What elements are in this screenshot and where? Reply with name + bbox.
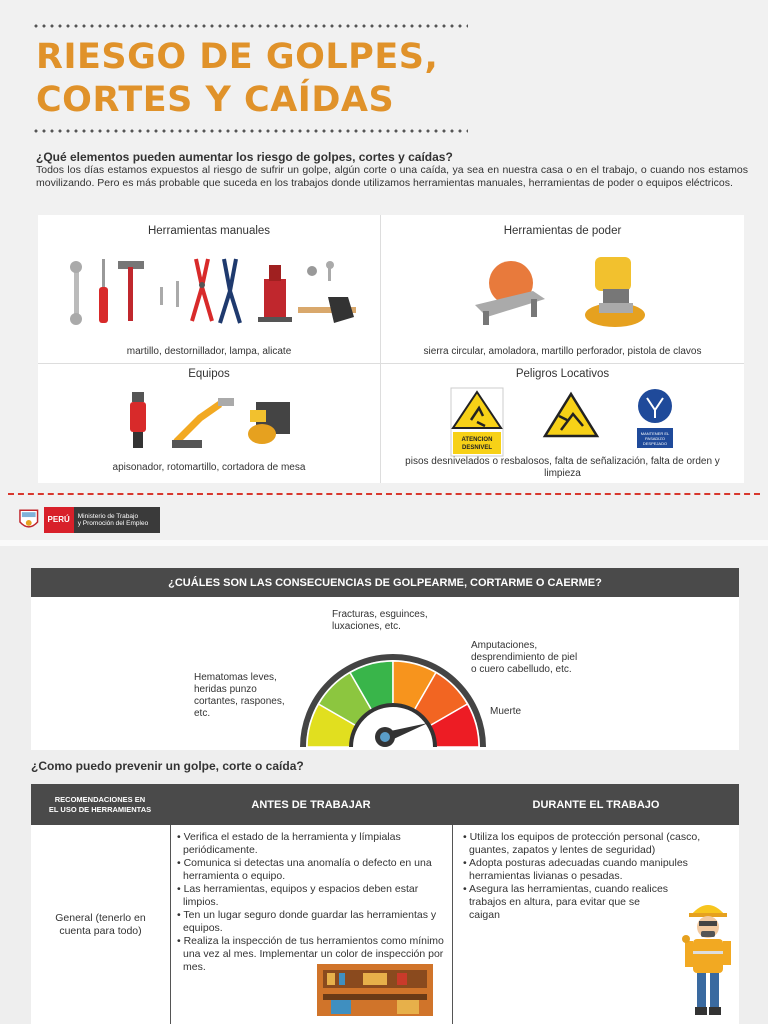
label-line: Fracturas, esguinces, bbox=[332, 609, 428, 620]
header-before-work: ANTES DE TRABAJAR bbox=[251, 798, 371, 811]
sign-text-line1: MANTENER EL bbox=[640, 431, 670, 436]
hand-tools-illustration bbox=[66, 257, 356, 329]
list-item: • Adopta posturas adecuadas cuando manipules herramientas livianas o pesadas. bbox=[461, 857, 737, 883]
list-item: • Comunica si detectas una anomalía o defecto en una herramienta o equipo. bbox=[175, 857, 446, 883]
label-line: Hematomas leves, bbox=[194, 672, 277, 683]
before-work-list bbox=[175, 831, 446, 974]
cell-title: Equipos bbox=[188, 368, 230, 380]
ministry-logo bbox=[18, 507, 160, 533]
header-during-work: DURANTE EL TRABAJO bbox=[532, 798, 660, 811]
coat-of-arms-icon bbox=[18, 508, 40, 532]
label-line: cortantes, raspones, bbox=[194, 696, 285, 707]
prevent-question: ¿Como puedo prevenir un golpe, corte o caída? bbox=[31, 759, 304, 773]
table-header bbox=[31, 784, 739, 825]
cell-caption: sierra circular, amoladora, martillo perforador, pistola de clavos bbox=[423, 346, 702, 357]
dotted-divider-bottom bbox=[32, 128, 468, 134]
uneven-floor-sign-icon bbox=[451, 388, 503, 456]
red-dashed-divider bbox=[8, 493, 760, 495]
compactor-icon bbox=[130, 392, 146, 448]
jack-icon bbox=[258, 265, 292, 322]
page-title bbox=[36, 36, 438, 122]
wrench-icon bbox=[70, 261, 82, 325]
label-fractures bbox=[332, 609, 428, 633]
sign-text-line3: DESPEJADO bbox=[642, 441, 668, 446]
during-work-cell bbox=[453, 825, 739, 1024]
label-line: Amputaciones, bbox=[471, 640, 538, 651]
row-label-line: General (tenerlo en bbox=[55, 911, 146, 924]
label-line: o cuero cabelludo, etc. bbox=[471, 664, 572, 675]
label-minor-injuries bbox=[194, 672, 285, 720]
row-label-line: cuenta para todo) bbox=[59, 924, 142, 937]
ministry-label bbox=[74, 507, 160, 533]
sign-text-line2: PASADIZO bbox=[645, 436, 665, 441]
header-line: RECOMENDACIONES EN bbox=[54, 794, 146, 804]
section-question: ¿Qué elementos pueden aumentar los riesgo de golpes, cortes y caídas? bbox=[36, 150, 453, 164]
list-item: • Utiliza los equipos de protección personal (casco, guantes, zapatos y lentes de seguridad) bbox=[461, 831, 737, 857]
equipment-illustration bbox=[124, 390, 304, 452]
safety-worker-illustration bbox=[681, 895, 735, 1020]
dotted-divider-top bbox=[32, 23, 468, 29]
cell-title: Peligros Locativos bbox=[515, 368, 610, 380]
cell-caption: pisos desnivelados o resbalosos, falta de señalización, falta de orden y limpieza bbox=[405, 456, 720, 479]
table-saw-icon bbox=[248, 402, 290, 444]
sign-text-line1: ATENCION bbox=[461, 437, 493, 443]
workshop-illustration bbox=[317, 964, 433, 1016]
power-tools-illustration bbox=[473, 253, 653, 333]
cell-caption: martillo, destornillador, lampa, alicate bbox=[126, 346, 292, 357]
drill-press-icon bbox=[585, 257, 645, 327]
row-label bbox=[31, 825, 171, 1024]
circular-saw-icon bbox=[475, 261, 545, 325]
list-item: • Asegura las herramientas, cuando realices trabajos en altura, para evitar que se caigan bbox=[461, 883, 669, 922]
label-line: desprendimiento de piel bbox=[471, 652, 578, 663]
hazard-signs bbox=[449, 386, 689, 458]
recommendations-table bbox=[31, 784, 739, 1024]
keep-clear-sign-icon bbox=[637, 389, 673, 448]
cell-title: Herramientas de poder bbox=[503, 225, 622, 237]
rotary-hammer-icon bbox=[172, 398, 234, 448]
ministry-line-1: Ministerio de Trabajo bbox=[77, 513, 139, 520]
header-line: EL USO DE HERRAMIENTAS bbox=[48, 804, 152, 814]
mallet-icon bbox=[298, 297, 356, 323]
list-item: • Las herramientas, equipos y espacios deben estar limpios. bbox=[175, 883, 446, 909]
cell-title: Herramientas manuales bbox=[147, 225, 271, 237]
cell-equipment bbox=[38, 364, 380, 483]
cell-power-tools bbox=[381, 215, 744, 363]
list-item: • Ten un lugar seguro donde guardar las herramientas y equipos. bbox=[175, 909, 446, 935]
pliers-icon bbox=[192, 259, 212, 321]
list-item: • Verifica el estado de la herramienta y límpialas periódicamente. bbox=[175, 831, 446, 857]
long-nose-pliers-icon bbox=[220, 259, 240, 323]
nails-icon bbox=[160, 281, 179, 307]
hammer-icon bbox=[118, 261, 144, 321]
consequences-heading: ¿CUÁLES SON LAS CONSECUENCIAS DE GOLPEARME, CORTARME O CAERME? bbox=[31, 568, 739, 597]
hazard-grid bbox=[38, 215, 744, 483]
page-bottom bbox=[0, 546, 768, 1024]
country-label: PERÚ bbox=[44, 507, 74, 533]
label-line: heridas punzo bbox=[194, 684, 257, 695]
table-row bbox=[31, 825, 739, 1024]
slippery-floor-sign-icon bbox=[545, 394, 597, 436]
cell-hand-tools bbox=[38, 215, 380, 363]
label-line: luxaciones, etc. bbox=[332, 621, 401, 632]
cell-location-hazards bbox=[381, 364, 744, 483]
list-item: • Realiza la inspección de tus herramientos como mínimo una vez al mes. Implementar un color de inspección por mes. bbox=[175, 935, 446, 974]
screwdriver-icon bbox=[99, 259, 108, 323]
label-death: Muerte bbox=[490, 706, 522, 717]
sign-text-line2: DESNIVEL bbox=[461, 445, 493, 451]
nut-bolt-icon bbox=[307, 261, 334, 281]
before-work-cell bbox=[171, 825, 453, 1024]
title-line-1: RIESGO DE GOLPES, bbox=[36, 37, 439, 77]
header-recommendations bbox=[31, 784, 169, 825]
cell-caption: apisonador, rotomartillo, cortadora de mesa bbox=[112, 462, 306, 473]
severity-gauge-panel bbox=[31, 597, 739, 750]
intro-paragraph: Todos los días estamos expuestos al riesgo de sufrir un golpe, algún corte o una caída, ya sea en nuestra casa o en el trabajo, o cuando nos estamos movilizando. Pero es más probable que suceda en los trabajos donde utilizamos herramientas manuales, herramientas de poder o equipos eléctricos. bbox=[36, 164, 748, 189]
label-line: etc. bbox=[194, 708, 211, 719]
title-line-2: CORTES Y CAÍDAS bbox=[36, 80, 395, 120]
ministry-line-2: y Promoción del Empleo bbox=[77, 520, 149, 527]
severity-gauge bbox=[293, 635, 493, 750]
